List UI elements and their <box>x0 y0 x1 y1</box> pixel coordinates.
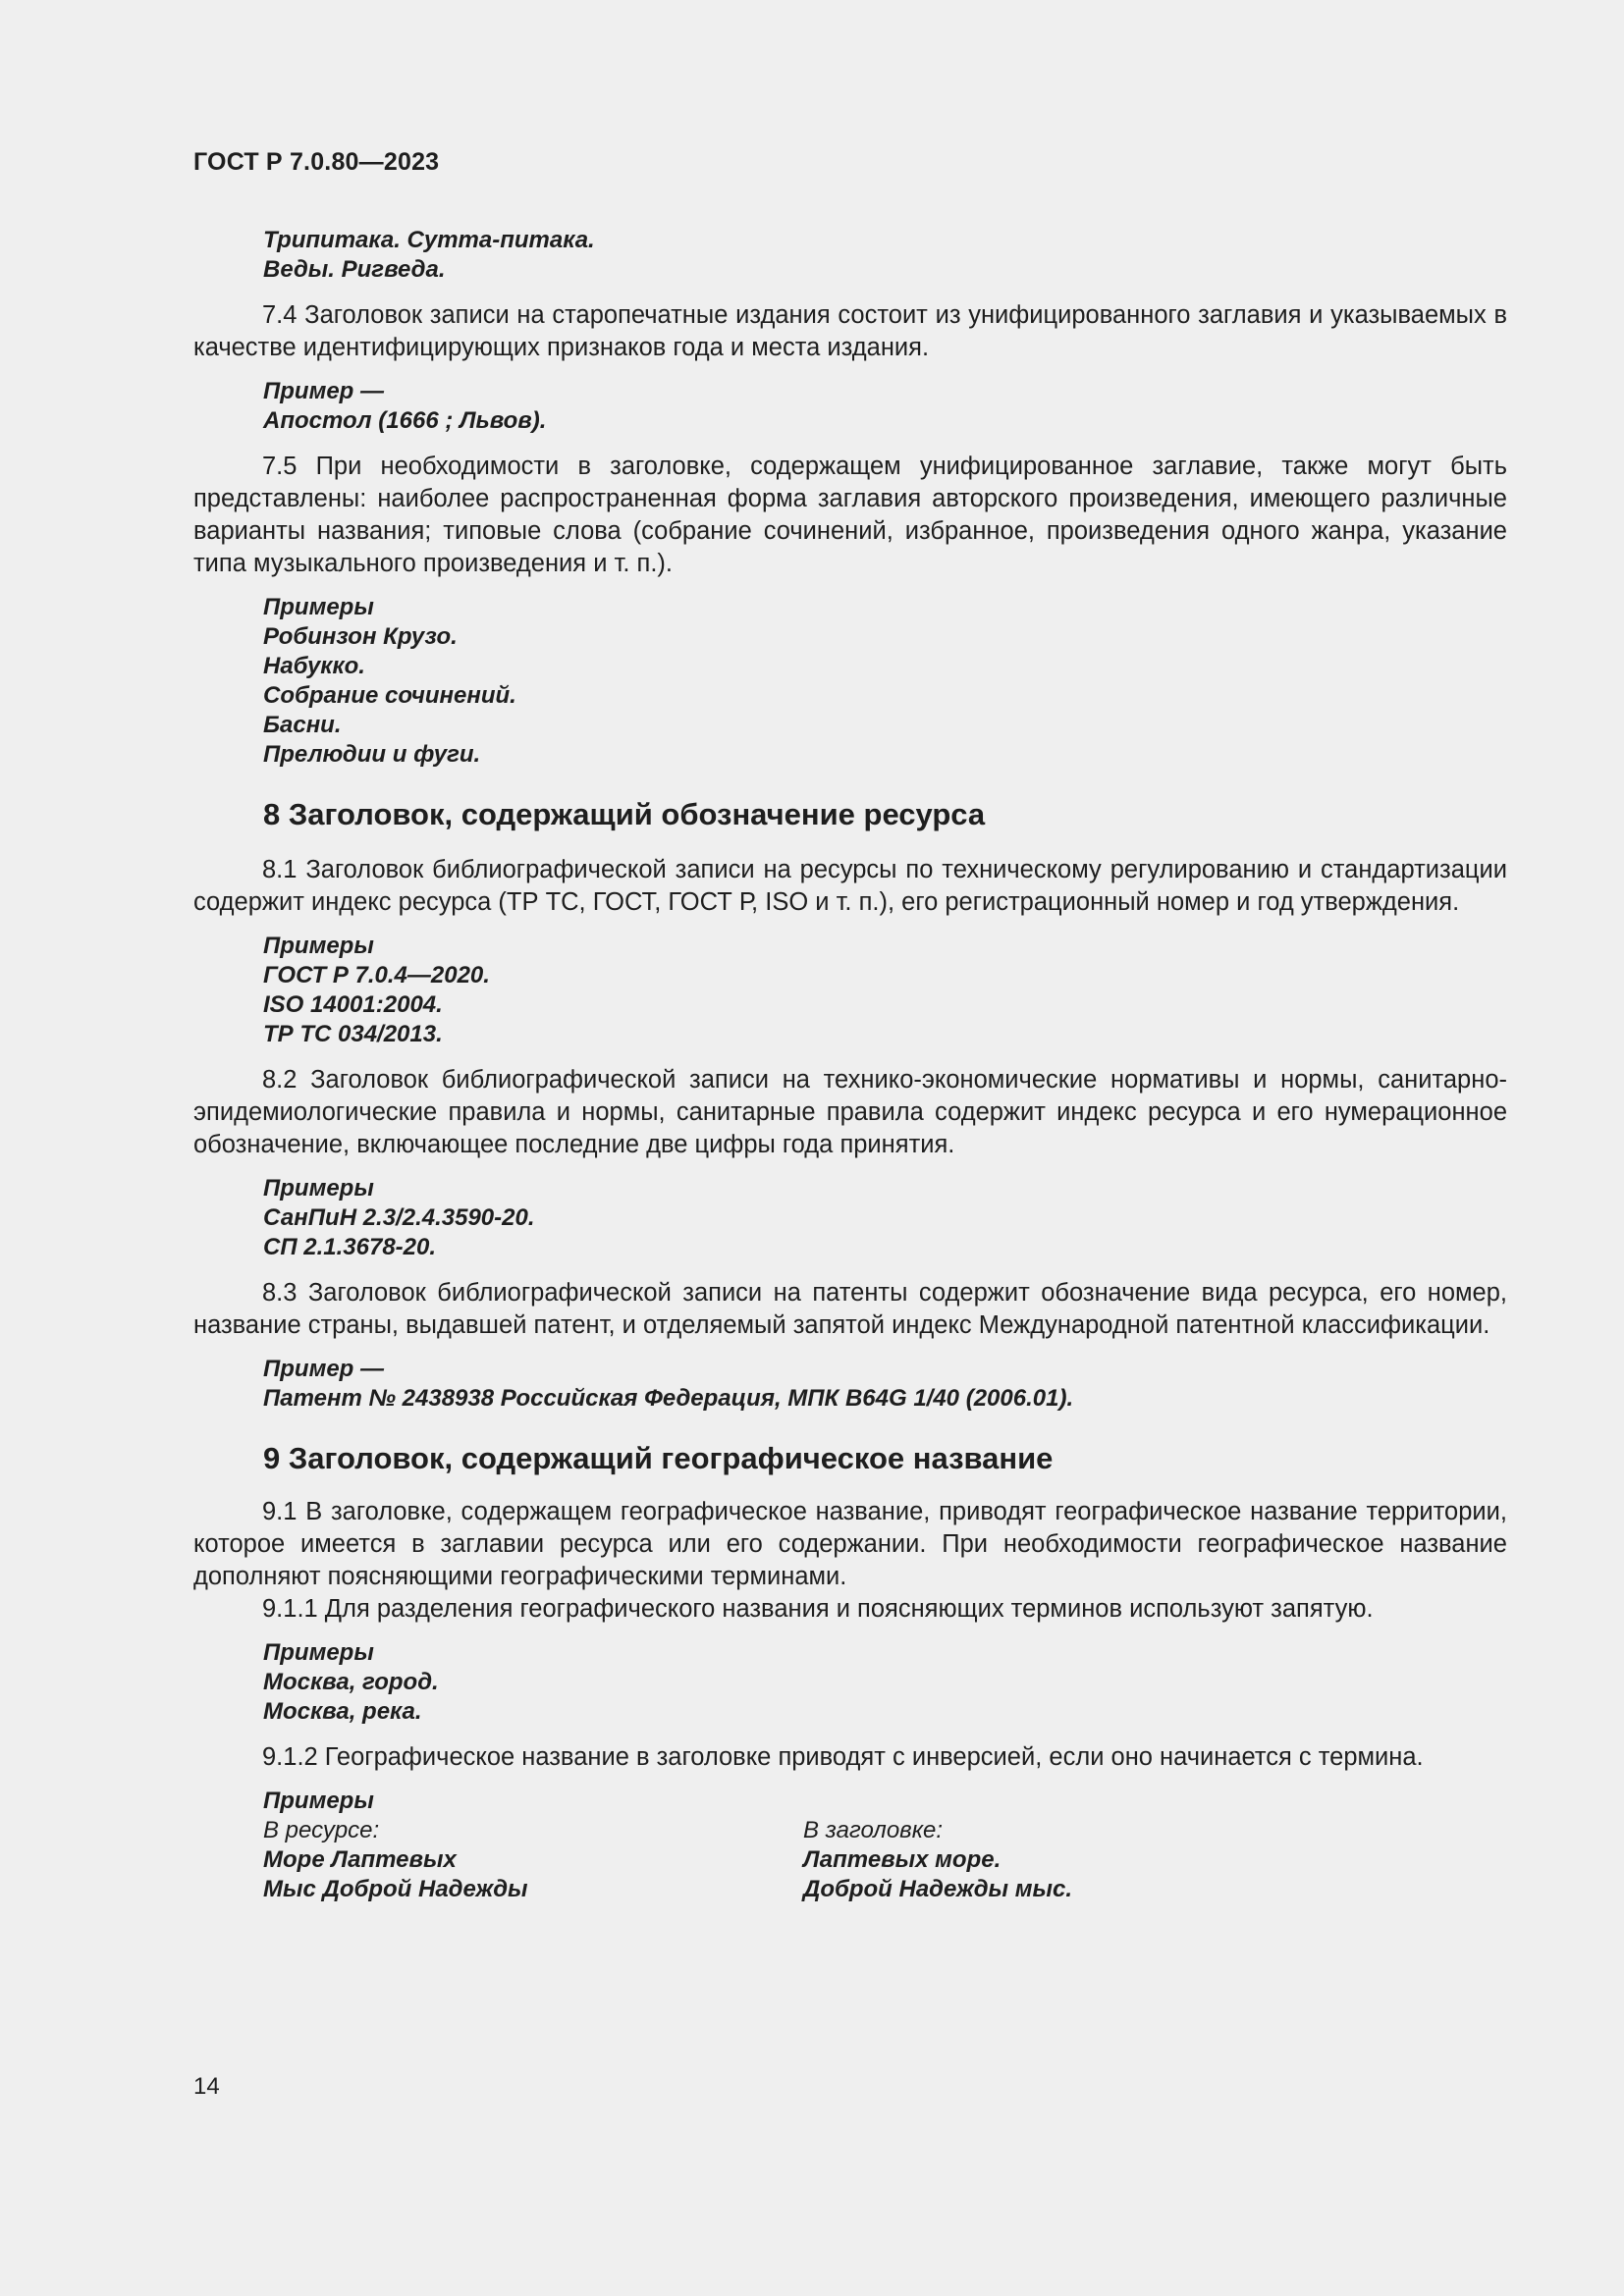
example-block <box>193 226 1507 285</box>
example-line: ISO 14001:2004. <box>263 991 443 1018</box>
example-label: Примеры <box>263 1175 374 1201</box>
example-line: Трипитака. Сутта-питака. <box>263 227 595 253</box>
example-line: Москва, река. <box>263 1698 422 1725</box>
clause-7-4: 7.4 Заголовок записи на старопечатные издания состоит из унифицированного заглавия и указываемых в качестве идентифицирующих признаков года и места издания. <box>193 301 1507 361</box>
example-block <box>193 1787 1507 1904</box>
example-line: Москва, город. <box>263 1669 439 1695</box>
example-block <box>193 932 1507 1049</box>
example-two-columns <box>263 1816 1507 1904</box>
clause-7-5: 7.5 При необходимости в заголовке, содержащем унифицированное заглавие, также могут быть представлены: наиболее распространенная форма заглавия авторского произведения, имеющего различные варианты названия; типовые слова (собрание сочинений, избранное, произведения одного жанра, указание типа музыкального произведения и т. п.). <box>193 453 1507 577</box>
section-heading-9: 9 Заголовок, содержащий географическое название <box>263 1441 1054 1475</box>
example-line: Мыс Доброй Надежды <box>263 1876 528 1902</box>
example-line: Собрание сочинений. <box>263 682 516 709</box>
clause-9-1-1: 9.1.1 Для разделения географического названия и поясняющих терминов используют запятую. <box>262 1595 1374 1623</box>
example-block <box>193 377 1507 436</box>
example-label: Примеры <box>263 1788 374 1814</box>
clause-8-3: 8.3 Заголовок библиографической записи на патенты содержит обозначение вида ресурса, его номер, название страны, выдавшей патент, и отделяемый запятой индекс Международной патентной классификации. <box>193 1279 1507 1339</box>
clause-8-1: 8.1 Заголовок библиографической записи на ресурсы по техническому регулированию и стандартизации содержит индекс ресурса (ТР ТС, ГОСТ, ГОСТ Р, ISO и т. п.), его регистрационный номер и год утверждения. <box>193 856 1507 916</box>
example-line: Доброй Надежды мыс. <box>803 1876 1072 1902</box>
example-label: Пример — <box>263 1356 385 1382</box>
example-line: Веды. Ригведа. <box>263 256 446 283</box>
section-heading-8: 8 Заголовок, содержащий обозначение ресурса <box>263 797 986 831</box>
example-line: ГОСТ Р 7.0.4—2020. <box>263 962 490 988</box>
page-content <box>193 226 1507 1904</box>
clause-9-1: 9.1 В заголовке, содержащем географическое название, приводят географическое название территории, которое имеется в заглавии ресурса или его содержании. При необходимости географическое название дополняют поясняющими географическими терминами. <box>193 1498 1507 1590</box>
example-line: СанПиН 2.3/2.4.3590-20. <box>263 1204 535 1231</box>
example-line: Патент № 2438938 Российская Федерация, МПК B64G 1/40 (2006.01). <box>263 1385 1074 1412</box>
clause-9-1-2: 9.1.2 Географическое название в заголовке приводят с инверсией, если оно начинается с термина. <box>262 1743 1424 1771</box>
document-header: ГОСТ Р 7.0.80—2023 <box>193 148 440 176</box>
example-line: Басни. <box>263 712 342 738</box>
example-block <box>193 1355 1507 1414</box>
page-number: 14 <box>193 2073 220 2100</box>
example-line: Прелюдии и фуги. <box>263 741 481 768</box>
example-line: ТР ТС 034/2013. <box>263 1021 443 1047</box>
example-block <box>193 593 1507 770</box>
example-line: Море Лаптевых <box>263 1846 457 1873</box>
example-line: Робинзон Крузо. <box>263 623 458 650</box>
example-line: Апостол (1666 ; Львов). <box>263 407 547 434</box>
example-label: Пример — <box>263 378 385 404</box>
example-label: Примеры <box>263 594 374 620</box>
example-block <box>193 1174 1507 1262</box>
example-label: Примеры <box>263 933 374 959</box>
example-column-heading-form <box>803 1816 1343 1904</box>
example-column-heading: В заголовке: <box>803 1817 944 1843</box>
example-block <box>193 1638 1507 1727</box>
example-column-source <box>263 1816 803 1904</box>
example-label: Примеры <box>263 1639 374 1666</box>
clause-8-2: 8.2 Заголовок библиографической записи на технико-экономические нормативы и нормы, санитарно-эпидемиологические правила и нормы, санитарные правила содержит индекс ресурса и его нумерационное обозначение, включающее последние две цифры года принятия. <box>193 1066 1507 1158</box>
example-line: СП 2.1.3678-20. <box>263 1234 437 1260</box>
example-column-heading: В ресурсе: <box>263 1817 380 1843</box>
example-line: Набукко. <box>263 653 365 679</box>
example-line: Лаптевых море. <box>803 1846 1001 1873</box>
